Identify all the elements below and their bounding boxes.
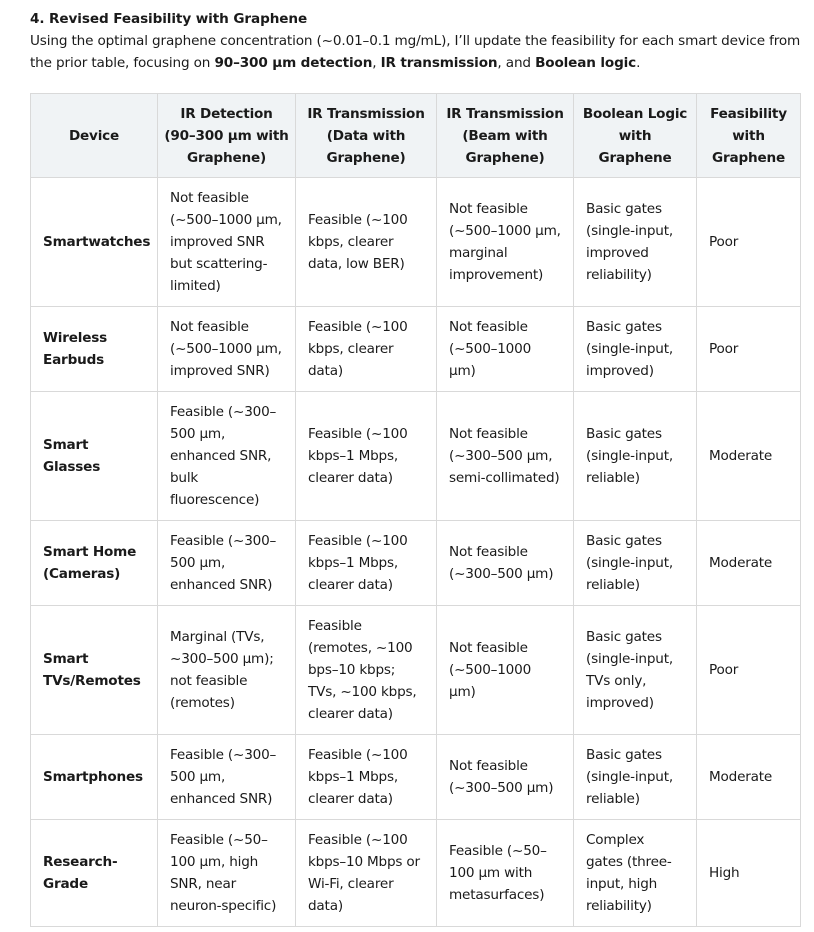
- feasibility-table-wrapper: [30, 93, 800, 927]
- table-row: [31, 307, 801, 392]
- cell-data-transmission: Feasible (~100 kbps–1 Mbps, clearer data): [296, 735, 437, 820]
- cell-feasibility: Poor: [697, 606, 801, 735]
- table-row: [31, 820, 801, 927]
- intro-bold-logic: Boolean logic: [535, 55, 637, 71]
- cell-data-transmission: Feasible (~100 kbps, clearer data): [296, 307, 437, 392]
- cell-beam-transmission: Not feasible (~300–500 μm, semi-collimated): [437, 392, 574, 521]
- cell-detection: Marginal (TVs, ~300–500 μm); not feasible (remotes): [158, 606, 296, 735]
- header-feasibility: Feasibility with Graphene: [697, 94, 801, 178]
- cell-device: Wireless Earbuds: [31, 307, 158, 392]
- cell-detection: Feasible (~300–500 μm, enhanced SNR, bulk fluorescence): [158, 392, 296, 521]
- cell-beam-transmission: Not feasible (~300–500 μm): [437, 521, 574, 606]
- cell-data-transmission: Feasible (~100 kbps–10 Mbps or Wi-Fi, clearer data): [296, 820, 437, 927]
- cell-detection: Feasible (~300–500 μm, enhanced SNR): [158, 735, 296, 820]
- cell-boolean-logic: Complex gates (three-input, high reliability): [574, 820, 697, 927]
- cell-beam-transmission: Feasible (~50–100 μm with metasurfaces): [437, 820, 574, 927]
- table-row: [31, 735, 801, 820]
- cell-feasibility: Moderate: [697, 735, 801, 820]
- cell-feasibility: Poor: [697, 307, 801, 392]
- header-ir-transmission-data: IR Transmission (Data with Graphene): [296, 94, 437, 178]
- table-row: [31, 606, 801, 735]
- cell-detection: Feasible (~300–500 μm, enhanced SNR): [158, 521, 296, 606]
- header-ir-transmission-beam: IR Transmission (Beam with Graphene): [437, 94, 574, 178]
- cell-boolean-logic: Basic gates (single-input, reliable): [574, 521, 697, 606]
- cell-detection: Not feasible (~500–1000 μm, improved SNR): [158, 307, 296, 392]
- cell-beam-transmission: Not feasible (~500–1000 μm): [437, 307, 574, 392]
- feasibility-table: [30, 93, 801, 927]
- cell-feasibility: High: [697, 820, 801, 927]
- header-boolean-logic: Boolean Logic with Graphene: [574, 94, 697, 178]
- cell-device: Smartwatches: [31, 178, 158, 307]
- cell-boolean-logic: Basic gates (single-input, reliable): [574, 392, 697, 521]
- table-row: [31, 178, 801, 307]
- header-device: Device: [31, 94, 158, 178]
- cell-device: Research-Grade: [31, 820, 158, 927]
- document-content: [30, 8, 810, 927]
- intro-bold-transmission: IR transmission: [380, 55, 498, 71]
- cell-feasibility: Poor: [697, 178, 801, 307]
- table-header: [31, 94, 801, 178]
- cell-device: Smart Home (Cameras): [31, 521, 158, 606]
- cell-data-transmission: Feasible (~100 kbps, clearer data, low BER): [296, 178, 437, 307]
- header-ir-detection: IR Detection (90–300 μm with Graphene): [158, 94, 296, 178]
- intro-text-3: , and: [497, 55, 536, 71]
- table-row: [31, 521, 801, 606]
- cell-feasibility: Moderate: [697, 392, 801, 521]
- cell-data-transmission: Feasible (~100 kbps–1 Mbps, clearer data): [296, 392, 437, 521]
- cell-detection: Not feasible (~500–1000 μm, improved SNR but scattering-limited): [158, 178, 296, 307]
- cell-boolean-logic: Basic gates (single-input, improved reliability): [574, 178, 697, 307]
- intro-bold-detection: 90–300 μm detection: [214, 55, 373, 71]
- cell-beam-transmission: Not feasible (~500–1000 μm): [437, 606, 574, 735]
- cell-boolean-logic: Basic gates (single-input, TVs only, improved): [574, 606, 697, 735]
- table-row: [31, 392, 801, 521]
- cell-boolean-logic: Basic gates (single-input, reliable): [574, 735, 697, 820]
- section-heading: 4. Revised Feasibility with Graphene: [30, 11, 308, 27]
- intro-text-1: Using the optimal graphene concentration (~0.01–0.1 mg/mL), I’ll update the feasibility for each smart device from the prior table, focusing on: [30, 33, 801, 71]
- table-body: [31, 178, 801, 927]
- cell-boolean-logic: Basic gates (single-input, improved): [574, 307, 697, 392]
- cell-device: Smartphones: [31, 735, 158, 820]
- cell-data-transmission: Feasible (~100 kbps–1 Mbps, clearer data): [296, 521, 437, 606]
- cell-beam-transmission: Not feasible (~300–500 μm): [437, 735, 574, 820]
- cell-detection: Feasible (~50–100 μm, high SNR, near neuron-specific): [158, 820, 296, 927]
- intro-text-4: .: [636, 55, 641, 71]
- table-header-row: [31, 94, 801, 178]
- intro-text-2: ,: [372, 55, 381, 71]
- cell-device: Smart Glasses: [31, 392, 158, 521]
- cell-beam-transmission: Not feasible (~500–1000 μm, marginal improvement): [437, 178, 574, 307]
- intro-paragraph: [30, 30, 810, 74]
- cell-device: Smart TVs/Remotes: [31, 606, 158, 735]
- cell-feasibility: Moderate: [697, 521, 801, 606]
- cell-data-transmission: Feasible (remotes, ~100 bps–10 kbps; TVs, ~100 kbps, clearer data): [296, 606, 437, 735]
